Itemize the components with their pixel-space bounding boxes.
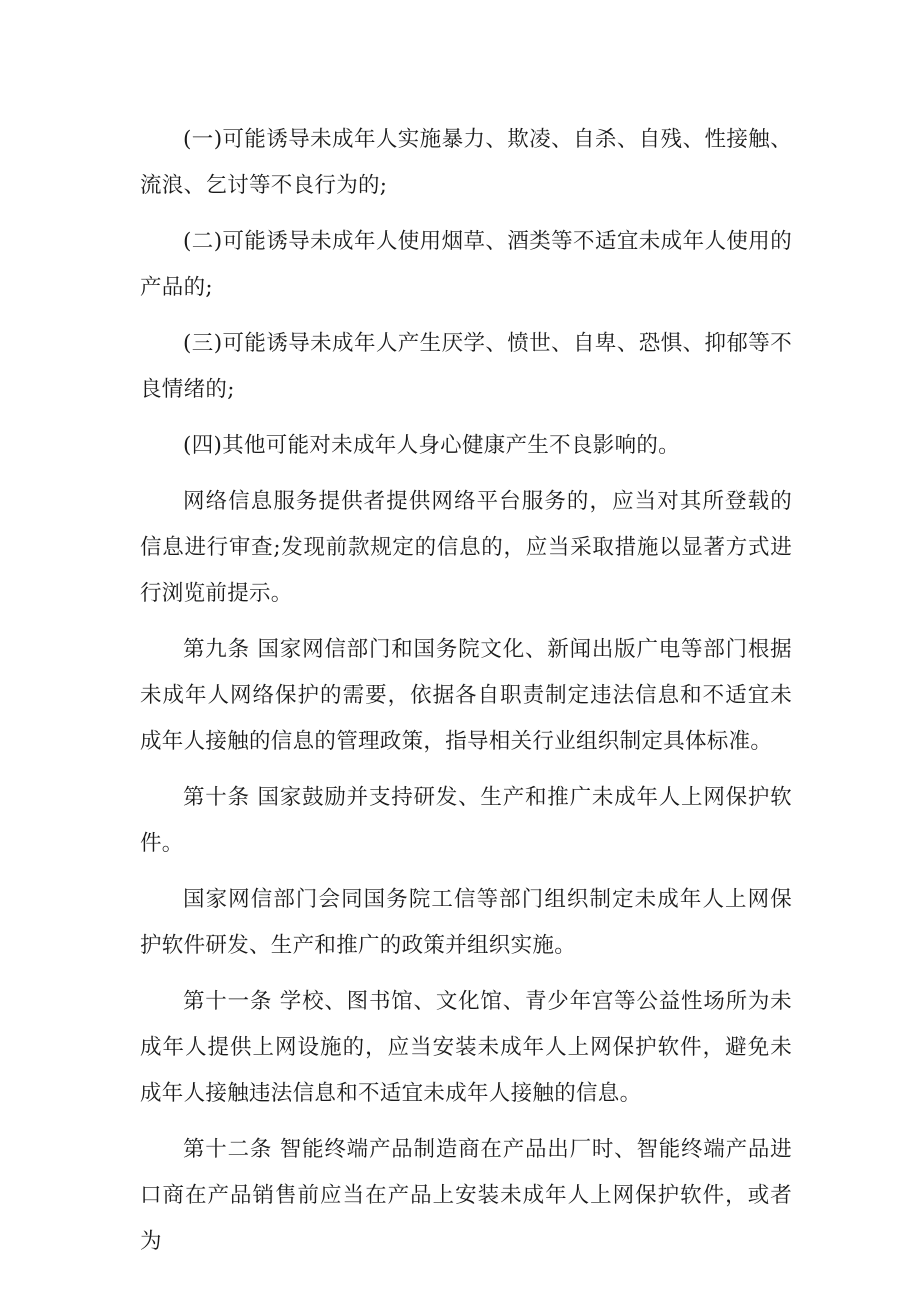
article-12: 第十二条 智能终端产品制造商在产品出厂时、智能终端产品进口商在产品销售前应当在产品上安装未成年人上网保护软件，或者为 (140, 1137, 792, 1254)
article-10: 第十条 国家鼓励并支持研发、生产和推广未成年人上网保护软件。 (140, 785, 792, 856)
paragraph-1: (一)可能诱导未成年人实施暴力、欺凌、自杀、自残、性接触、流浪、乞讨等不良行为的; (140, 127, 792, 198)
article-9: 第九条 国家网信部门和国务院文化、新闻出版广电等部门根据未成年人网络保护的需要，依据各自职责制定违法信息和不适宜未成年人接触的信息的管理政策，指导相关行业组织制定具体标准。 (140, 637, 792, 754)
document-body (140, 117, 792, 1275)
paragraph-2: (二)可能诱导未成年人使用烟草、酒类等不适宜未成年人使用的产品的; (140, 229, 792, 300)
paragraph-8: 国家网信部门会同国务院工信等部门组织制定未成年人上网保护软件研发、生产和推广的政策并组织实施。 (140, 887, 792, 958)
paragraph-3: (三)可能诱导未成年人产生厌学、愤世、自卑、恐惧、抑郁等不良情绪的; (140, 331, 792, 402)
article-11: 第十一条 学校、图书馆、文化馆、青少年宫等公益性场所为未成年人提供上网设施的，应当安装未成年人上网保护软件，避免未成年人接触违法信息和不适宜未成年人接触的信息。 (140, 989, 792, 1106)
paragraph-4: (四)其他可能对未成年人身心健康产生不良影响的。 (183, 433, 680, 458)
paragraph-5: 网络信息服务提供者提供网络平台服务的，应当对其所登载的信息进行审查;发现前款规定的信息的，应当采取措施以显著方式进行浏览前提示。 (140, 489, 792, 606)
